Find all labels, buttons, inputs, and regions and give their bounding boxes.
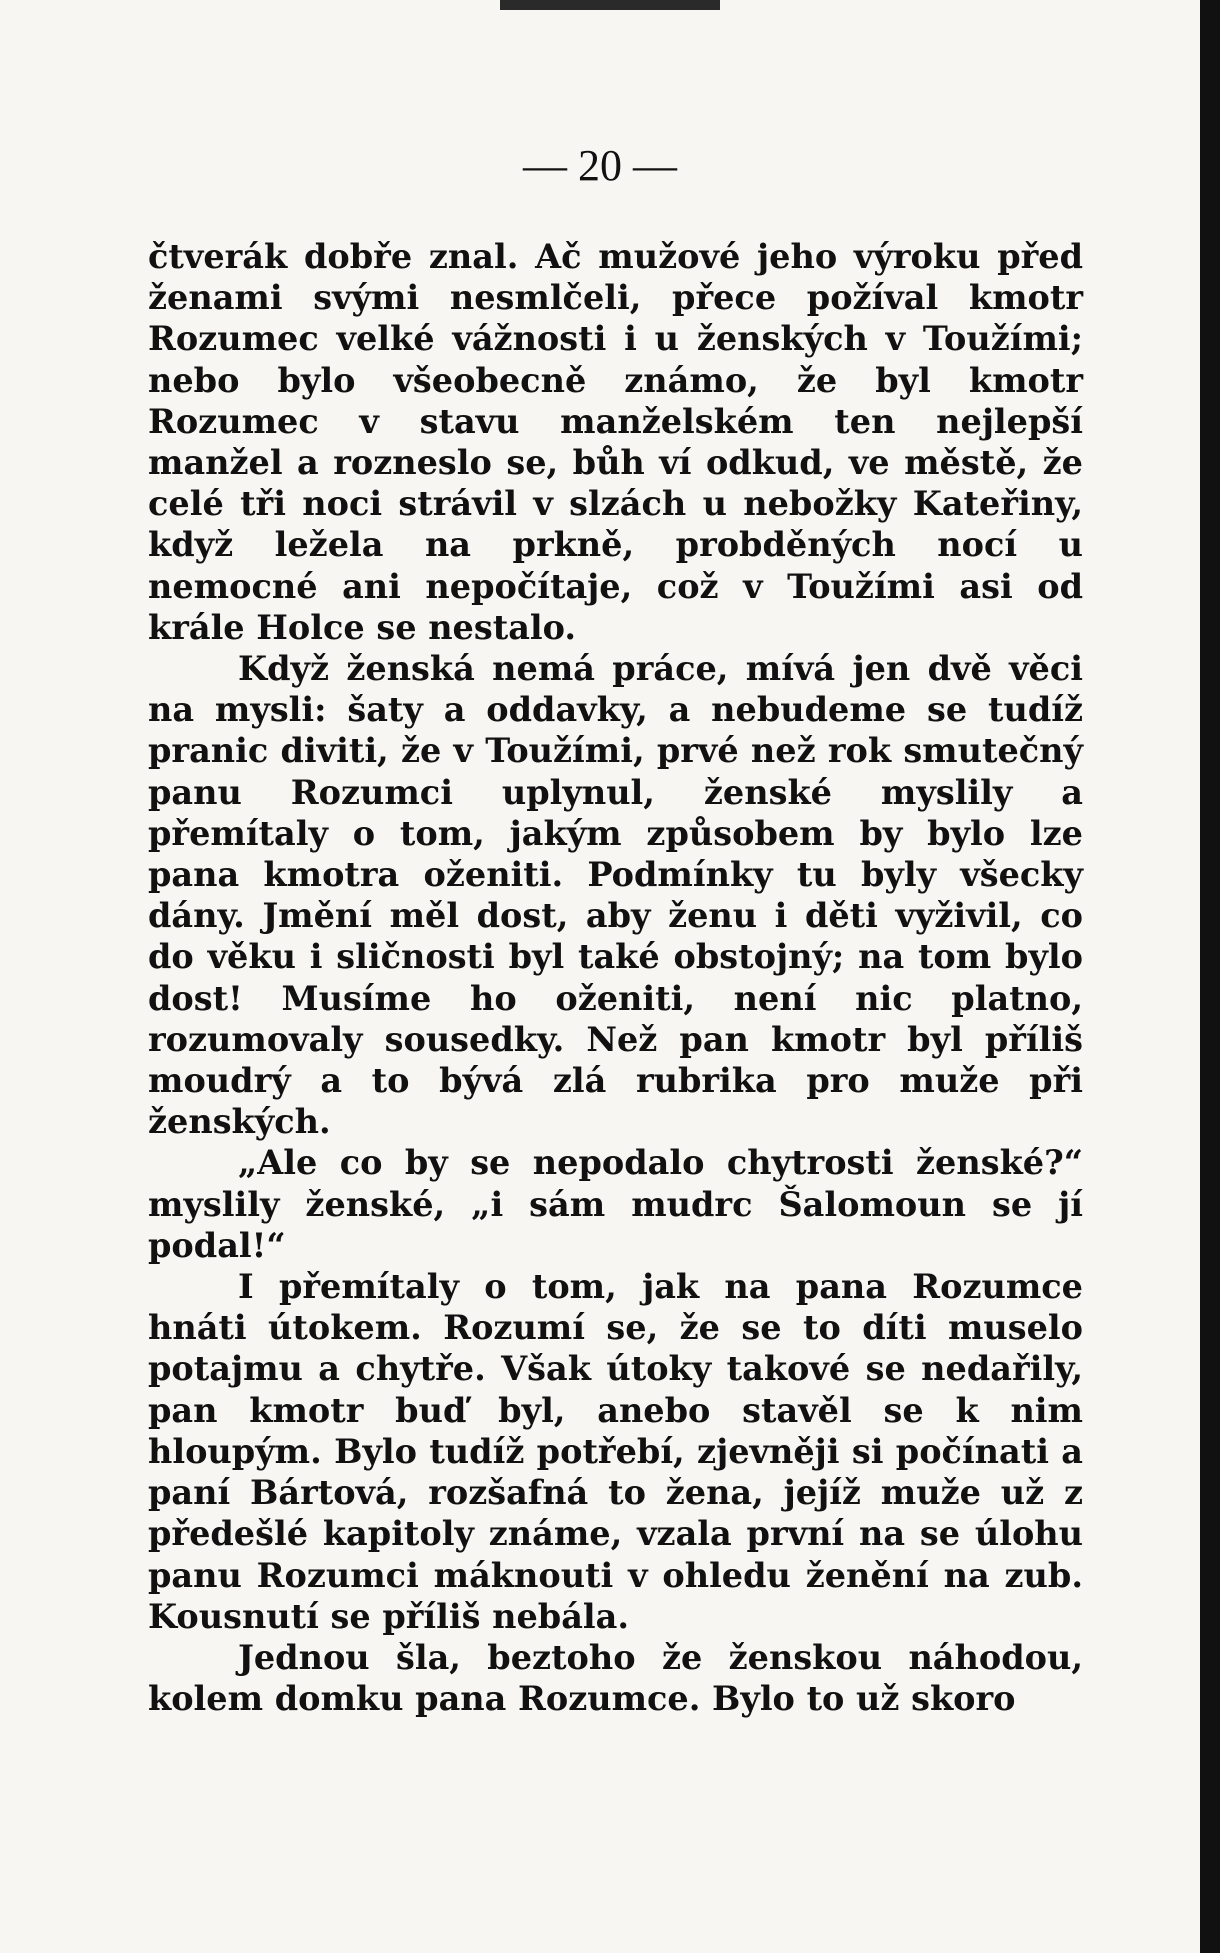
paragraph-2: Když ženská nemá práce, mívá jen dvě věci na mysli: šaty a oddavky, a nebudeme se tudíž pranic diviti, že v Toužími, prvé než rok smutečný panu Rozumci uplynul, ženské myslily a přemítaly o tom, jakým způsobem by bylo lze pana kmotra oženiti. Podmínky tu byly všecky dány. Jmění měl dost, aby ženu i děti vyživil, co do věku i sličnosti byl také obstojný; na tom bylo dost! Musíme ho oženiti, není nic platno, rozumovaly sousedky. Než pan kmotr byl příliš moudrý a to bývá zlá rubrika pro muže při ženských. [148,649,1083,1142]
scan-right-edge [1200,0,1220,1953]
paragraph-1: čtverák dobře znal. Ač mužové jeho výroku před ženami svými nesmlčeli, přece požíval kmotr Rozumec velké vážnosti i u ženských v Toužími; nebo bylo všeobecně známo, že byl kmotr Rozumec v stavu manželském ten nejlepší manžel a rozneslo se, bůh ví odkud, ve městě, že celé tři noci strávil v slzách u nebožky Kateřiny, když ležela na prkně, probděných nocí u nemocné ani nepočítaje, což v Toužími asi od krále Holce se nestalo. [148,237,1083,647]
paragraph-3: „Ale co by se nepodalo chytrosti ženské?“ myslily ženské, „i sám mudrc Šalomoun se jí podal!“ [148,1143,1083,1265]
paragraph-4: I přemítaly o tom, jak na pana Rozumce hnáti útokem. Rozumí se, že se to díti muselo potajmu a chytře. Však útoky takové se nedařily, pan kmotr buď byl, anebo stavěl se k nim hloupým. Bylo tudíž potřebí, zjevněji si počínati a paní Bártová, rozšafná to žena, jejíž muže už z předešlé kapitoly známe, vzala první na se úlohu panu Rozumci máknouti v ohledu ženění na zub. Kousnutí se příliš nebála. [148,1267,1083,1636]
page-text [148,236,1083,1719]
page-number: — 20 — [523,141,677,190]
paragraph-5: Jednou šla, beztoho že ženskou náhodou, kolem domku pana Rozumce. Bylo to už skoro [148,1637,1083,1719]
page-top-edge-shadow [500,0,720,10]
